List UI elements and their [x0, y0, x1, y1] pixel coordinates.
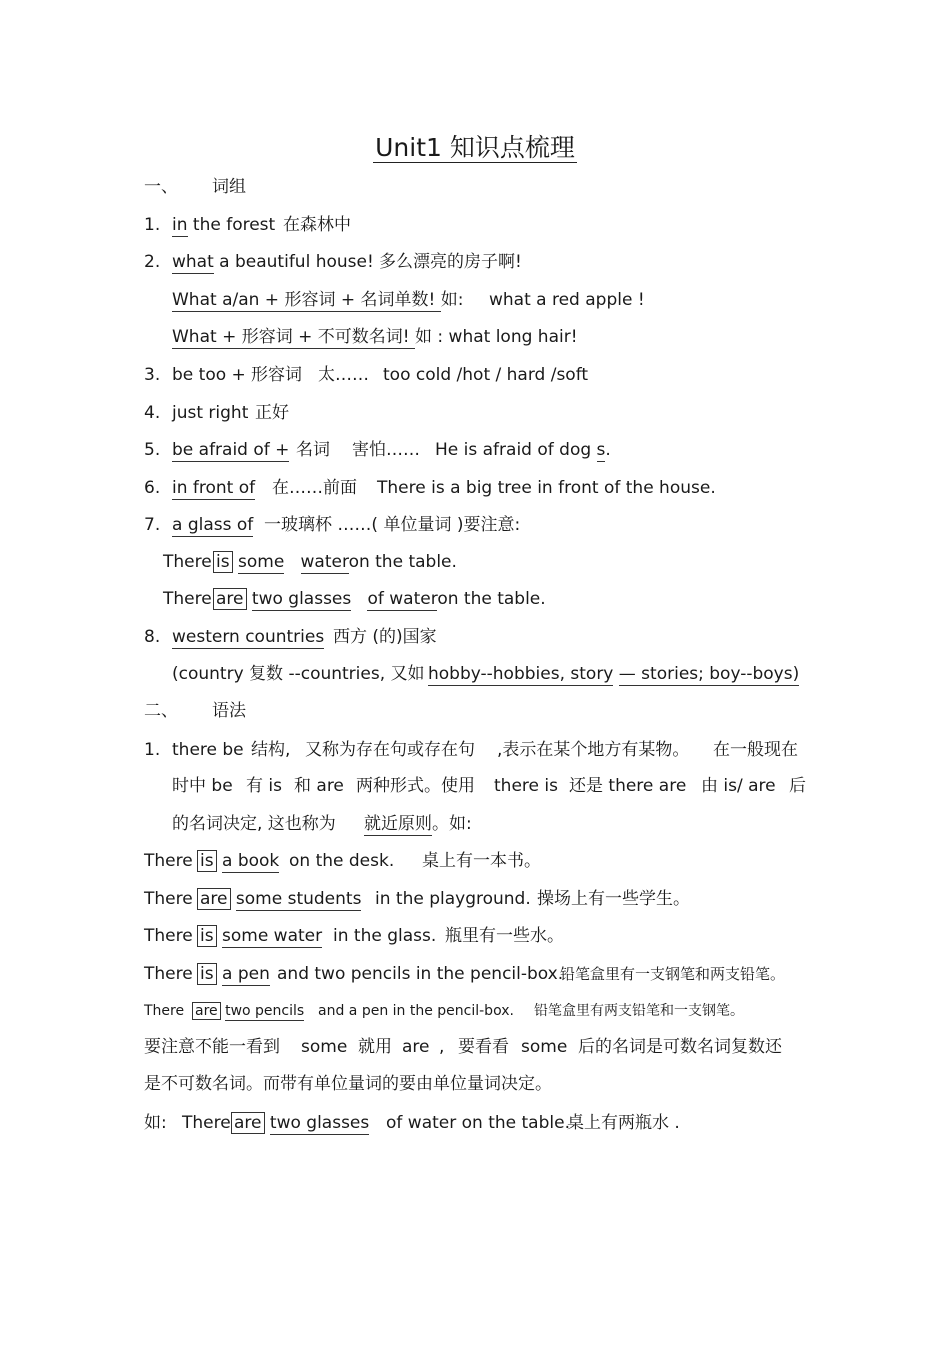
page-title: Unit1 知识点梳理	[375, 133, 575, 162]
